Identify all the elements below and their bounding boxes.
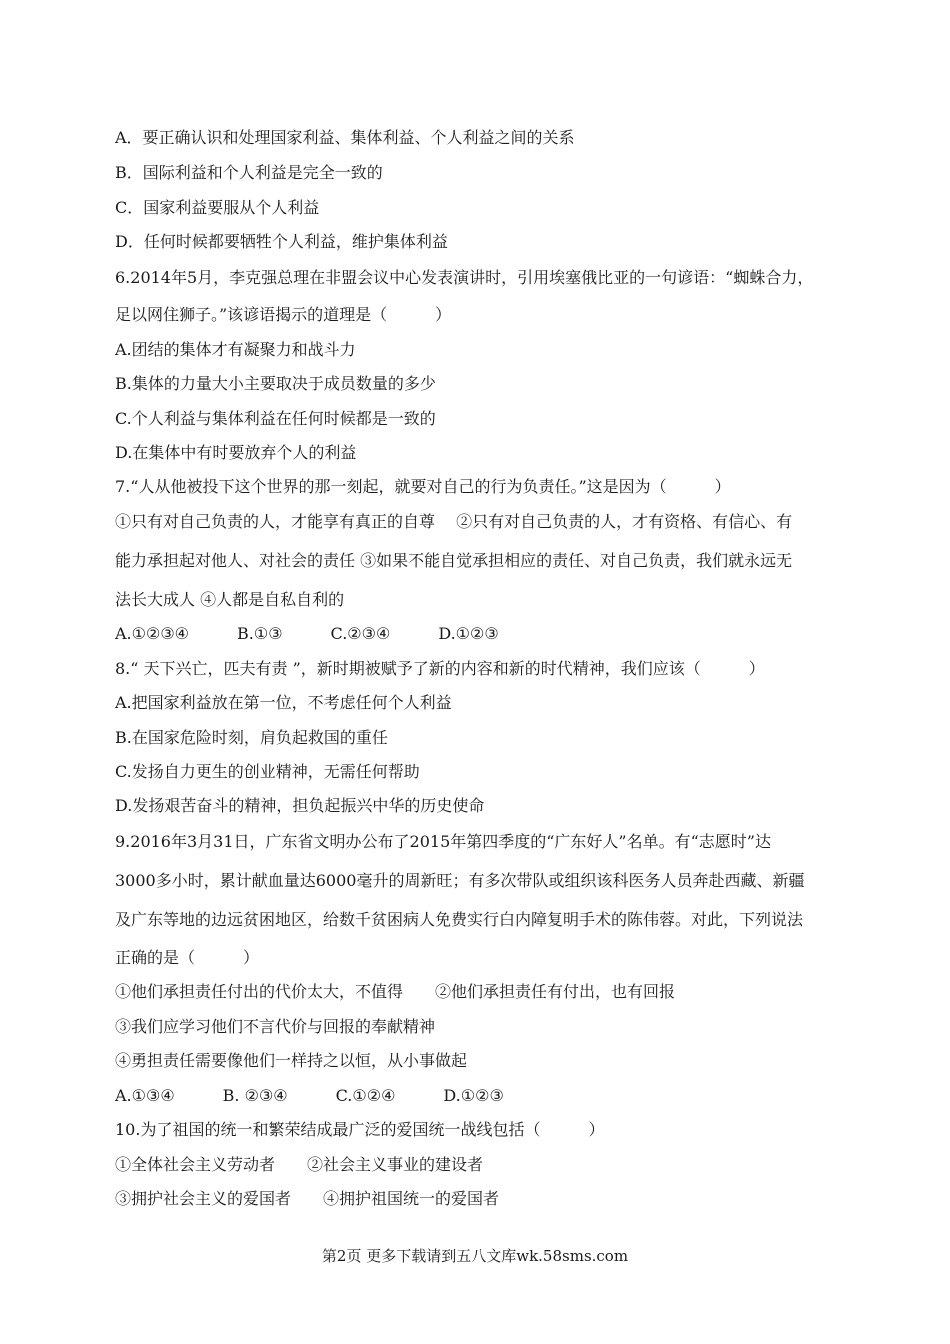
question-8-text: 8.“ 天下兴亡，匹夫有责 ”，新时期被赋予了新的内容和新的时代精神，我们应该（ ） (115, 659, 765, 678)
question-9-text: 9.2016年3月31日，广东省文明办公布了2015年第四季度的“广东好人”名单。有“志愿时”达 (115, 832, 771, 851)
option-line: B.在国家危险时刻，肩负起救国的重任 (115, 728, 388, 747)
question-10-text: 10.为了祖国的统一和繁荣结成最广泛的爱国统一战线包括（ ） (115, 1120, 605, 1139)
question-10-statements: ①全体社会主义劳动者 ②社会主义事业的建设者 (115, 1155, 484, 1174)
question-10-statements: ③拥护社会主义的爱国者 ④拥护祖国统一的爱国者 (115, 1189, 500, 1208)
question-6-text: 6.2014年5月，李克强总理在非盟会议中心发表演讲时，引用埃塞俄比亚的一句谚语：“蜘蛛合力， (115, 268, 814, 287)
question-7-statements: 法长大成人 ④人都是自私自利的 (115, 590, 345, 609)
option-line: D．任何时候都要牺牲个人利益，维护集体利益 (115, 232, 448, 251)
option-line: C.个人利益与集体利益在任何时候都是一致的 (115, 409, 436, 428)
option-line: A.把国家利益放在第一位，不考虑任何个人利益 (115, 693, 452, 712)
question-7-options: A.①②③④ B.①③ C.②③④ D.①②③ (115, 624, 499, 643)
option-line: C．国家利益要服从个人利益 (115, 198, 320, 217)
question-7-text: 7.“人从他被投下这个世界的那一刻起，就要对自己的行为负责任。”这是因为（ ） (115, 477, 731, 496)
question-9-text: 及广东等地的边远贫困地区，给数千贫困病人免费实行白内障复明手术的陈伟蓉。对此，下列说法 (115, 910, 804, 929)
option-line: D.在集体中有时要放弃个人的利益 (115, 443, 357, 462)
question-9-statements: ①他们承担责任付出的代价太大，不值得 ②他们承担责任有付出，也有回报 (115, 982, 676, 1001)
question-7-statements: 能力承担起对他人、对社会的责任 ③如果不能自觉承担相应的责任、对自己负责，我们就永远无 (115, 551, 793, 570)
option-line: A.团结的集体才有凝聚力和战斗力 (115, 340, 356, 359)
question-6-text: 足以网住狮子。”该谚语揭示的道理是（ ） (115, 305, 452, 324)
question-7-statements: ①只有对自己负责的人，才能享有真正的自尊 ②只有对自己负责的人，才有资格、有信心、有 (115, 512, 793, 531)
question-9-options: A.①③④ B. ②③④ C.①②④ D.①②③ (115, 1086, 504, 1105)
question-9-text: 3000多小时，累计献血量达6000毫升的周新旺；有多次带队或组织该科医务人员奔赴西藏、新疆 (115, 871, 805, 890)
option-line: B．国际利益和个人利益是完全一致的 (115, 163, 383, 182)
page-footer: 第2页 更多下载请到五八文库wk.58sms.com (321, 1247, 629, 1265)
option-line: D.发扬艰苦奋斗的精神，担负起振兴中华的历史使命 (115, 796, 485, 815)
option-line: B.集体的力量大小主要取决于成员数量的多少 (115, 374, 436, 393)
question-9-statements: ④勇担责任需要像他们一样持之以恒，从小事做起 (115, 1051, 468, 1070)
question-9-statements: ③我们应学习他们不言代价与回报的奉献精神 (115, 1017, 436, 1036)
option-line: A．要正确认识和处理国家利益、集体利益、个人利益之间的关系 (115, 128, 575, 147)
question-9-text: 正确的是（ ） (115, 948, 260, 967)
option-line: C.发扬自力更生的创业精神，无需任何帮助 (115, 762, 420, 781)
